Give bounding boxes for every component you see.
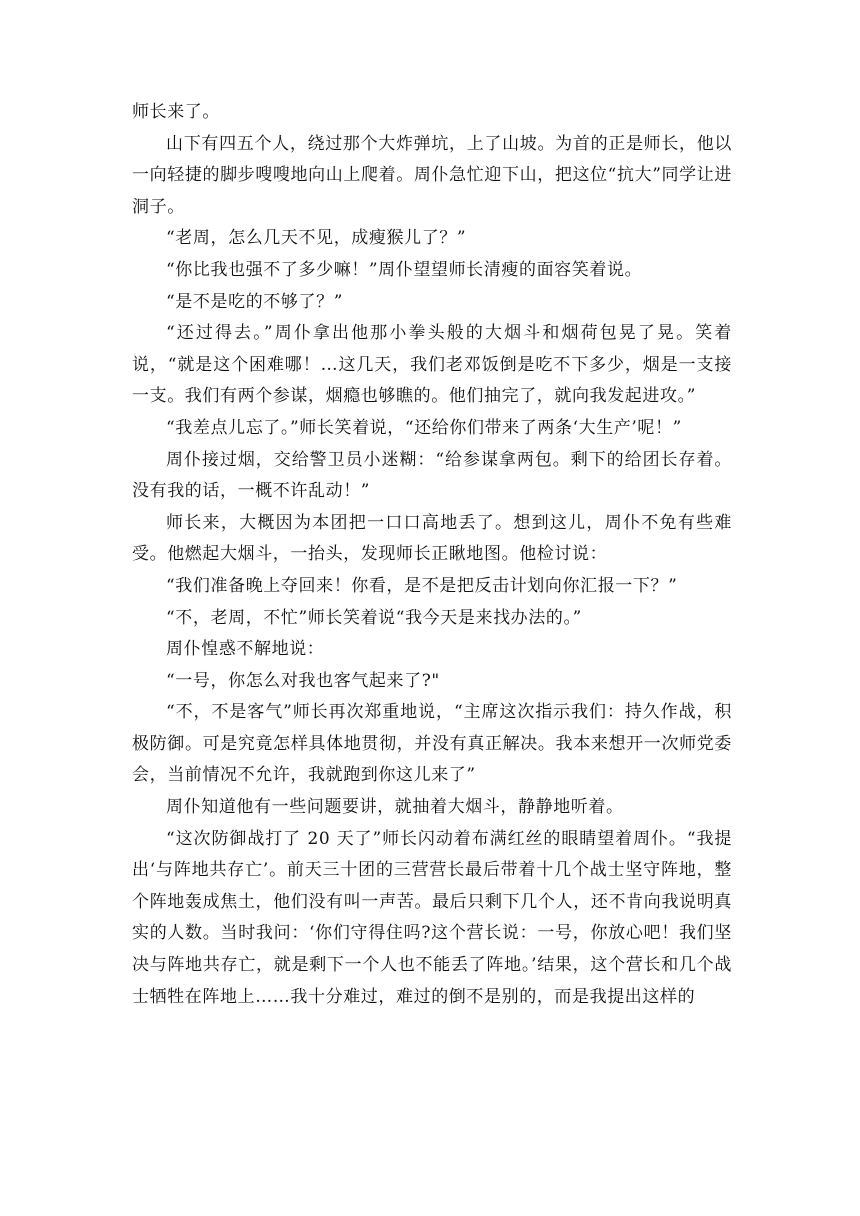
paragraph-2: 山下有四五个人，绕过那个大炸弹坑，上了山坡。为首的正是师长，他以一向轻捷的脚步嗖嗖地向山上爬着。周仆急忙迎下山，把这位“抗大”同学让进洞子。 [132,133,732,217]
paragraph-16: “这次防御战打了 20 天了”师长闪动着布满红丝的眼睛望着周仆。“我提出‘与阵地共存亡’。前天三十团的三营营长最后带着十几个战士坚守阵地，整个阵地轰成焦土，他们没有叫一声苦。最后只剩下几个人，还不肯向我说明真实的人数。当时我问：‘你们守得住吗?这个营长说：一号，你放心吧！我们坚决与阵地共存亡，就是剩下一个人也不能丢了阵地。’结果，这个营长和几个战士牺牲在阵地上……我十分难过，难过的倒不是别的，而是我提出这样的 [132,828,732,1007]
paragraph-13: “一号，你怎么对我也客气起来了?" [166,670,440,691]
paragraph-12: 周仆惶惑不解地说： [166,639,325,660]
paragraph-8: 周仆接过烟，交给警卫员小迷糊：“给参谋拿两包。剩下的给团长存着。没有我的话，一概不许乱动！” [132,449,732,502]
paragraph-7: “我差点儿忘了。”师长笑着说，“还给你们带来了两条‘大生产’呢！” [166,417,682,438]
paragraph-5: “是不是吃的不够了？” [166,291,343,312]
paragraph-10: “我们准备晚上夺回来！你看，是不是把反击计划向你汇报一下？” [166,575,678,596]
paragraph-3: “老周，怎么几天不见，成瘦猴儿了？” [166,228,467,249]
paragraph-11: “不，老周，不忙”师长笑着说“我今天是来找办法的。” [166,607,582,628]
paragraph-4: “你比我也强不了多少嘛！”周仆望望师长清瘦的面容笑着说。 [166,259,643,280]
paragraph-6: “还过得去。”周仆拿出他那小拳头般的大烟斗和烟荷包晃了晃。笑着说，“就是这个困难哪！…这几天，我们老邓饭倒是吃不下多少，烟是一支接一支。我们有两个参谋，烟瘾也够瞧的。他们抽完了，就向我发起进攻。” [132,323,732,407]
paragraph-14: “不，不是客气”师长再次郑重地说，“主席这次指示我们：持久作战，积极防御。可是究竟怎样具体地贯彻，并没有真正解决。我本来想开一次师党委会，当前情况不允许，我就跑到你这儿来了” [132,702,732,786]
paragraph-15: 周仆知道他有一些问题要讲，就抽着大烟斗，静静地听着。 [166,797,624,818]
paragraph-1: 师长来了。 [132,102,220,122]
document-page [132,97,732,1013]
paragraph-9: 师长来，大概因为本团把一口口高地丢了。想到这儿，周仆不免有些难受。他燃起大烟斗，一抬头，发现师长正瞅地图。他检讨说： [132,512,732,565]
